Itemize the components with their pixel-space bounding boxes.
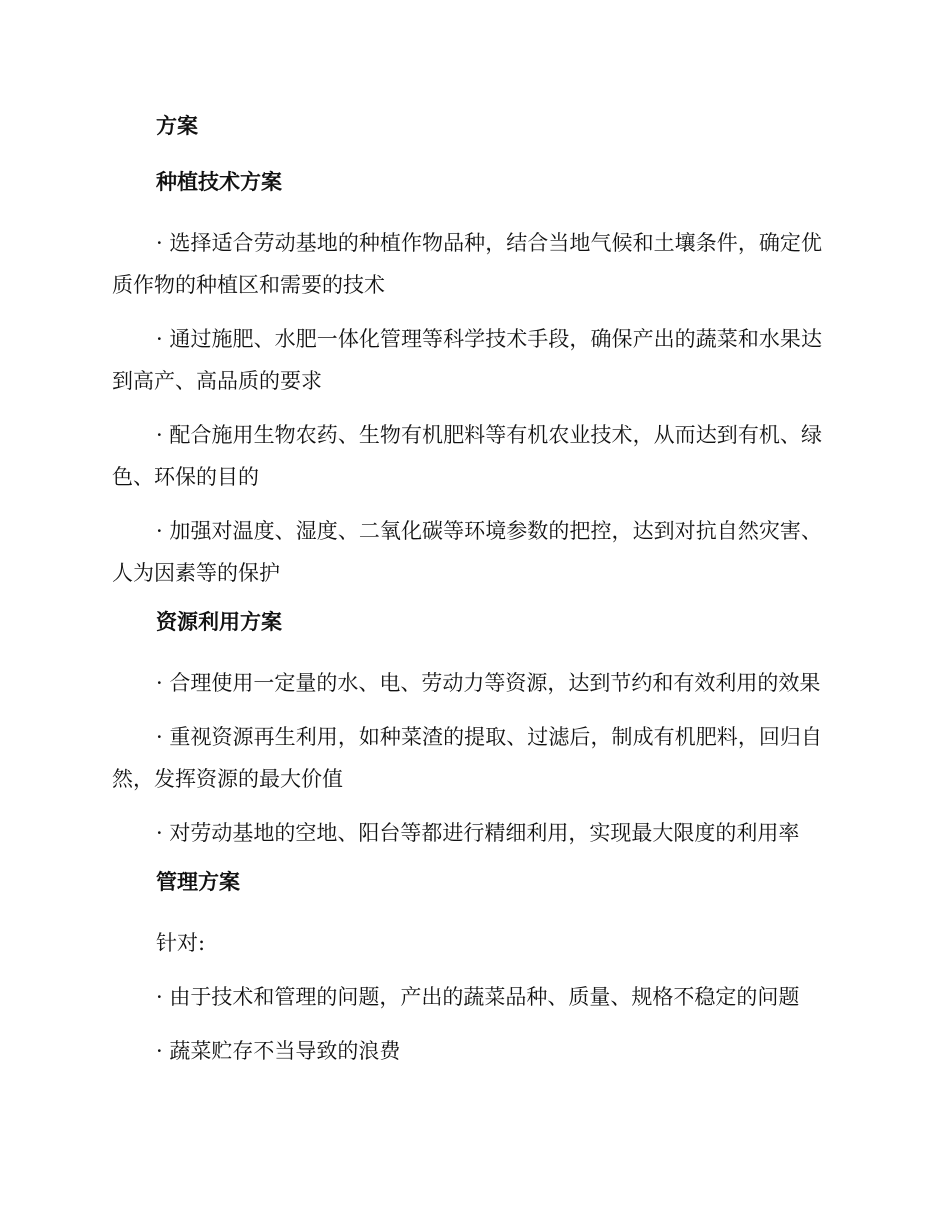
planting-paragraph-2: · 通过施肥、水肥一体化管理等科学技术手段，确保产出的蔬菜和水果达到高产、高品质的要求 <box>112 327 822 393</box>
planting-paragraph-4: · 加强对温度、湿度、二氧化碳等环境参数的把控，达到对抗自然灾害、人为因素等的保护 <box>112 519 822 585</box>
resource-paragraph-2: · 重视资源再生利用，如种菜渣的提取、过滤后，制成有机肥料，回归自然，发挥资源的最大价值 <box>112 725 822 791</box>
section-heading-planting-technology: 种植技术方案 <box>156 170 282 194</box>
management-paragraph-2: · 蔬菜贮存不当导致的浪费 <box>156 1039 401 1063</box>
resource-paragraph-1: · 合理使用一定量的水、电、劳动力等资源，达到节约和有效利用的效果 <box>156 671 821 695</box>
section-heading-plan: 方案 <box>156 114 198 138</box>
section-heading-management: 管理方案 <box>156 870 240 894</box>
section-heading-resource-utilization: 资源利用方案 <box>156 610 282 634</box>
resource-paragraph-3: · 对劳动基地的空地、阳台等都进行精细利用，实现最大限度的利用率 <box>156 821 800 845</box>
management-paragraph-1: · 由于技术和管理的问题，产出的蔬菜品种、质量、规格不稳定的问题 <box>156 985 800 1009</box>
planting-paragraph-3: · 配合施用生物农药、生物有机肥料等有机农业技术，从而达到有机、绿色、环保的目的 <box>112 423 822 489</box>
management-intro: 针对: <box>156 931 206 955</box>
planting-paragraph-1: · 选择适合劳动基地的种植作物品种，结合当地气候和土壤条件，确定优质作物的种植区和需要的技术 <box>112 231 822 297</box>
